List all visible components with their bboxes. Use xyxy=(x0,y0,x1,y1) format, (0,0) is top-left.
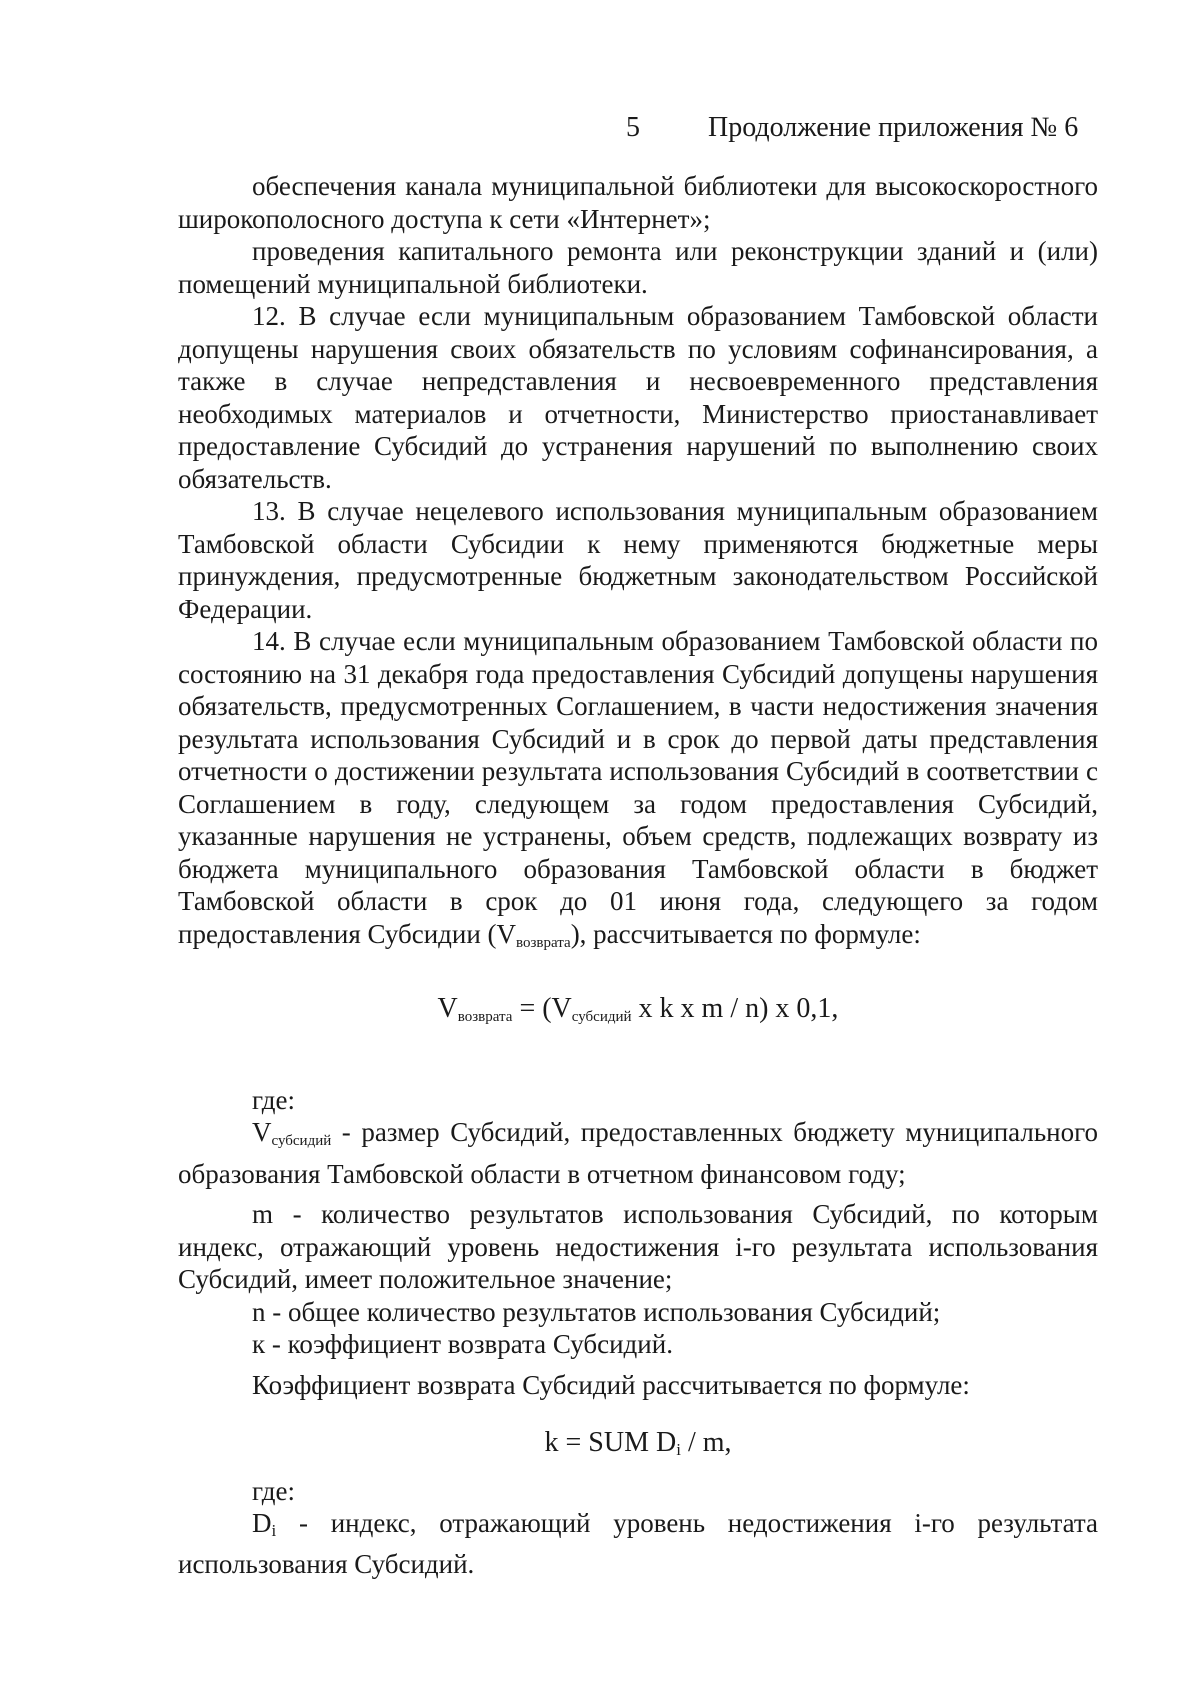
definition-n: n - общее количество результатов использования Субсидий; xyxy=(252,1296,941,1327)
paragraph-14 xyxy=(178,625,1098,959)
v-return-subscript: возврата xyxy=(516,934,571,951)
definition-k: к - коэффициент возврата Субсидий. xyxy=(252,1329,673,1359)
annex-title: Продолжение приложения № 6 xyxy=(708,112,1079,143)
definition-v-subsidies: $V_{субсидий}$ - размер Субсидий, предоставленных бюджету муниципального образования Тамбовской области в отчетном финансовом году; xyxy=(178,1117,1098,1189)
formula-k: k = SUM Di / m, xyxy=(544,1427,732,1459)
paragraph-14-tail: ), рассчитывается по формуле: xyxy=(570,918,921,949)
paragraph-12: 12. В случае если муниципальным образованием Тамбовской области допущены нарушения своих обязательств по условиям софинансирования, а также в случае непредставления и несвоевременного представления необходимых материалов и отчетности, Министерство приостанавливает предоставление Субсидий до устранения нарушений по выполнению своих обязательств. xyxy=(178,301,1098,494)
page-header xyxy=(0,112,1200,152)
formula-v-return: $V_{возврата} = (V_{субсидий}$ x k x m / n) x 0,1, xyxy=(437,993,839,1025)
where-label-1: где: xyxy=(252,1084,295,1115)
paragraph-14-text: 14. В случае если муниципальным образованием Тамбовской области по состоянию на 31 декабря года предоставления Субсидий допущены нарушения обязательств, предусмотренных Соглашением, в части недостижения значения результата использования Субсидий и в срок до первой даты представления отчетности о достижении результата использования Субсидий в соответствии с Соглашением в году, следующем за годом предоставления Субсидий, указанные нарушения не устранены, объем средств, подлежащих возврату из бюджета муниципального образования Тамбовской области в бюджет Тамбовской области в срок до 01 июня года, следующего за годом предоставления Субсидии (V xyxy=(178,626,1098,949)
definition-m: m - количество результатов использования Субсидий, по которым индекс, отражающий уровень недостижения i-го результата использования Субсидий, имеет положительное значение; xyxy=(178,1199,1098,1294)
paragraph-13: 13. В случае нецелевого использования муниципальным образованием Тамбовской области Субсидии к нему применяются бюджетные меры принуждения, предусмотренные бюджетным законодательством Российской Федерации. xyxy=(178,496,1098,624)
paragraph-capital-repair: проведения капитального ремонта или реконструкции зданий и (или) помещений муниципальной библиотеки. xyxy=(178,236,1098,299)
k-formula-intro: Коэффициент возврата Субсидий рассчитывается по формуле: xyxy=(252,1369,970,1400)
document-body xyxy=(178,170,1098,1580)
paragraph-internet-channel: обеспечения канала муниципальной библиотеки для высокоскоростного широкополосного доступа к сети «Интернет»; xyxy=(178,171,1098,234)
page-number: 5 xyxy=(626,112,640,143)
definition-di: Di - индекс, отражающий уровень недостижения i-го результата использования Субсидий. xyxy=(178,1508,1098,1579)
where-label-2: где: xyxy=(252,1475,295,1506)
